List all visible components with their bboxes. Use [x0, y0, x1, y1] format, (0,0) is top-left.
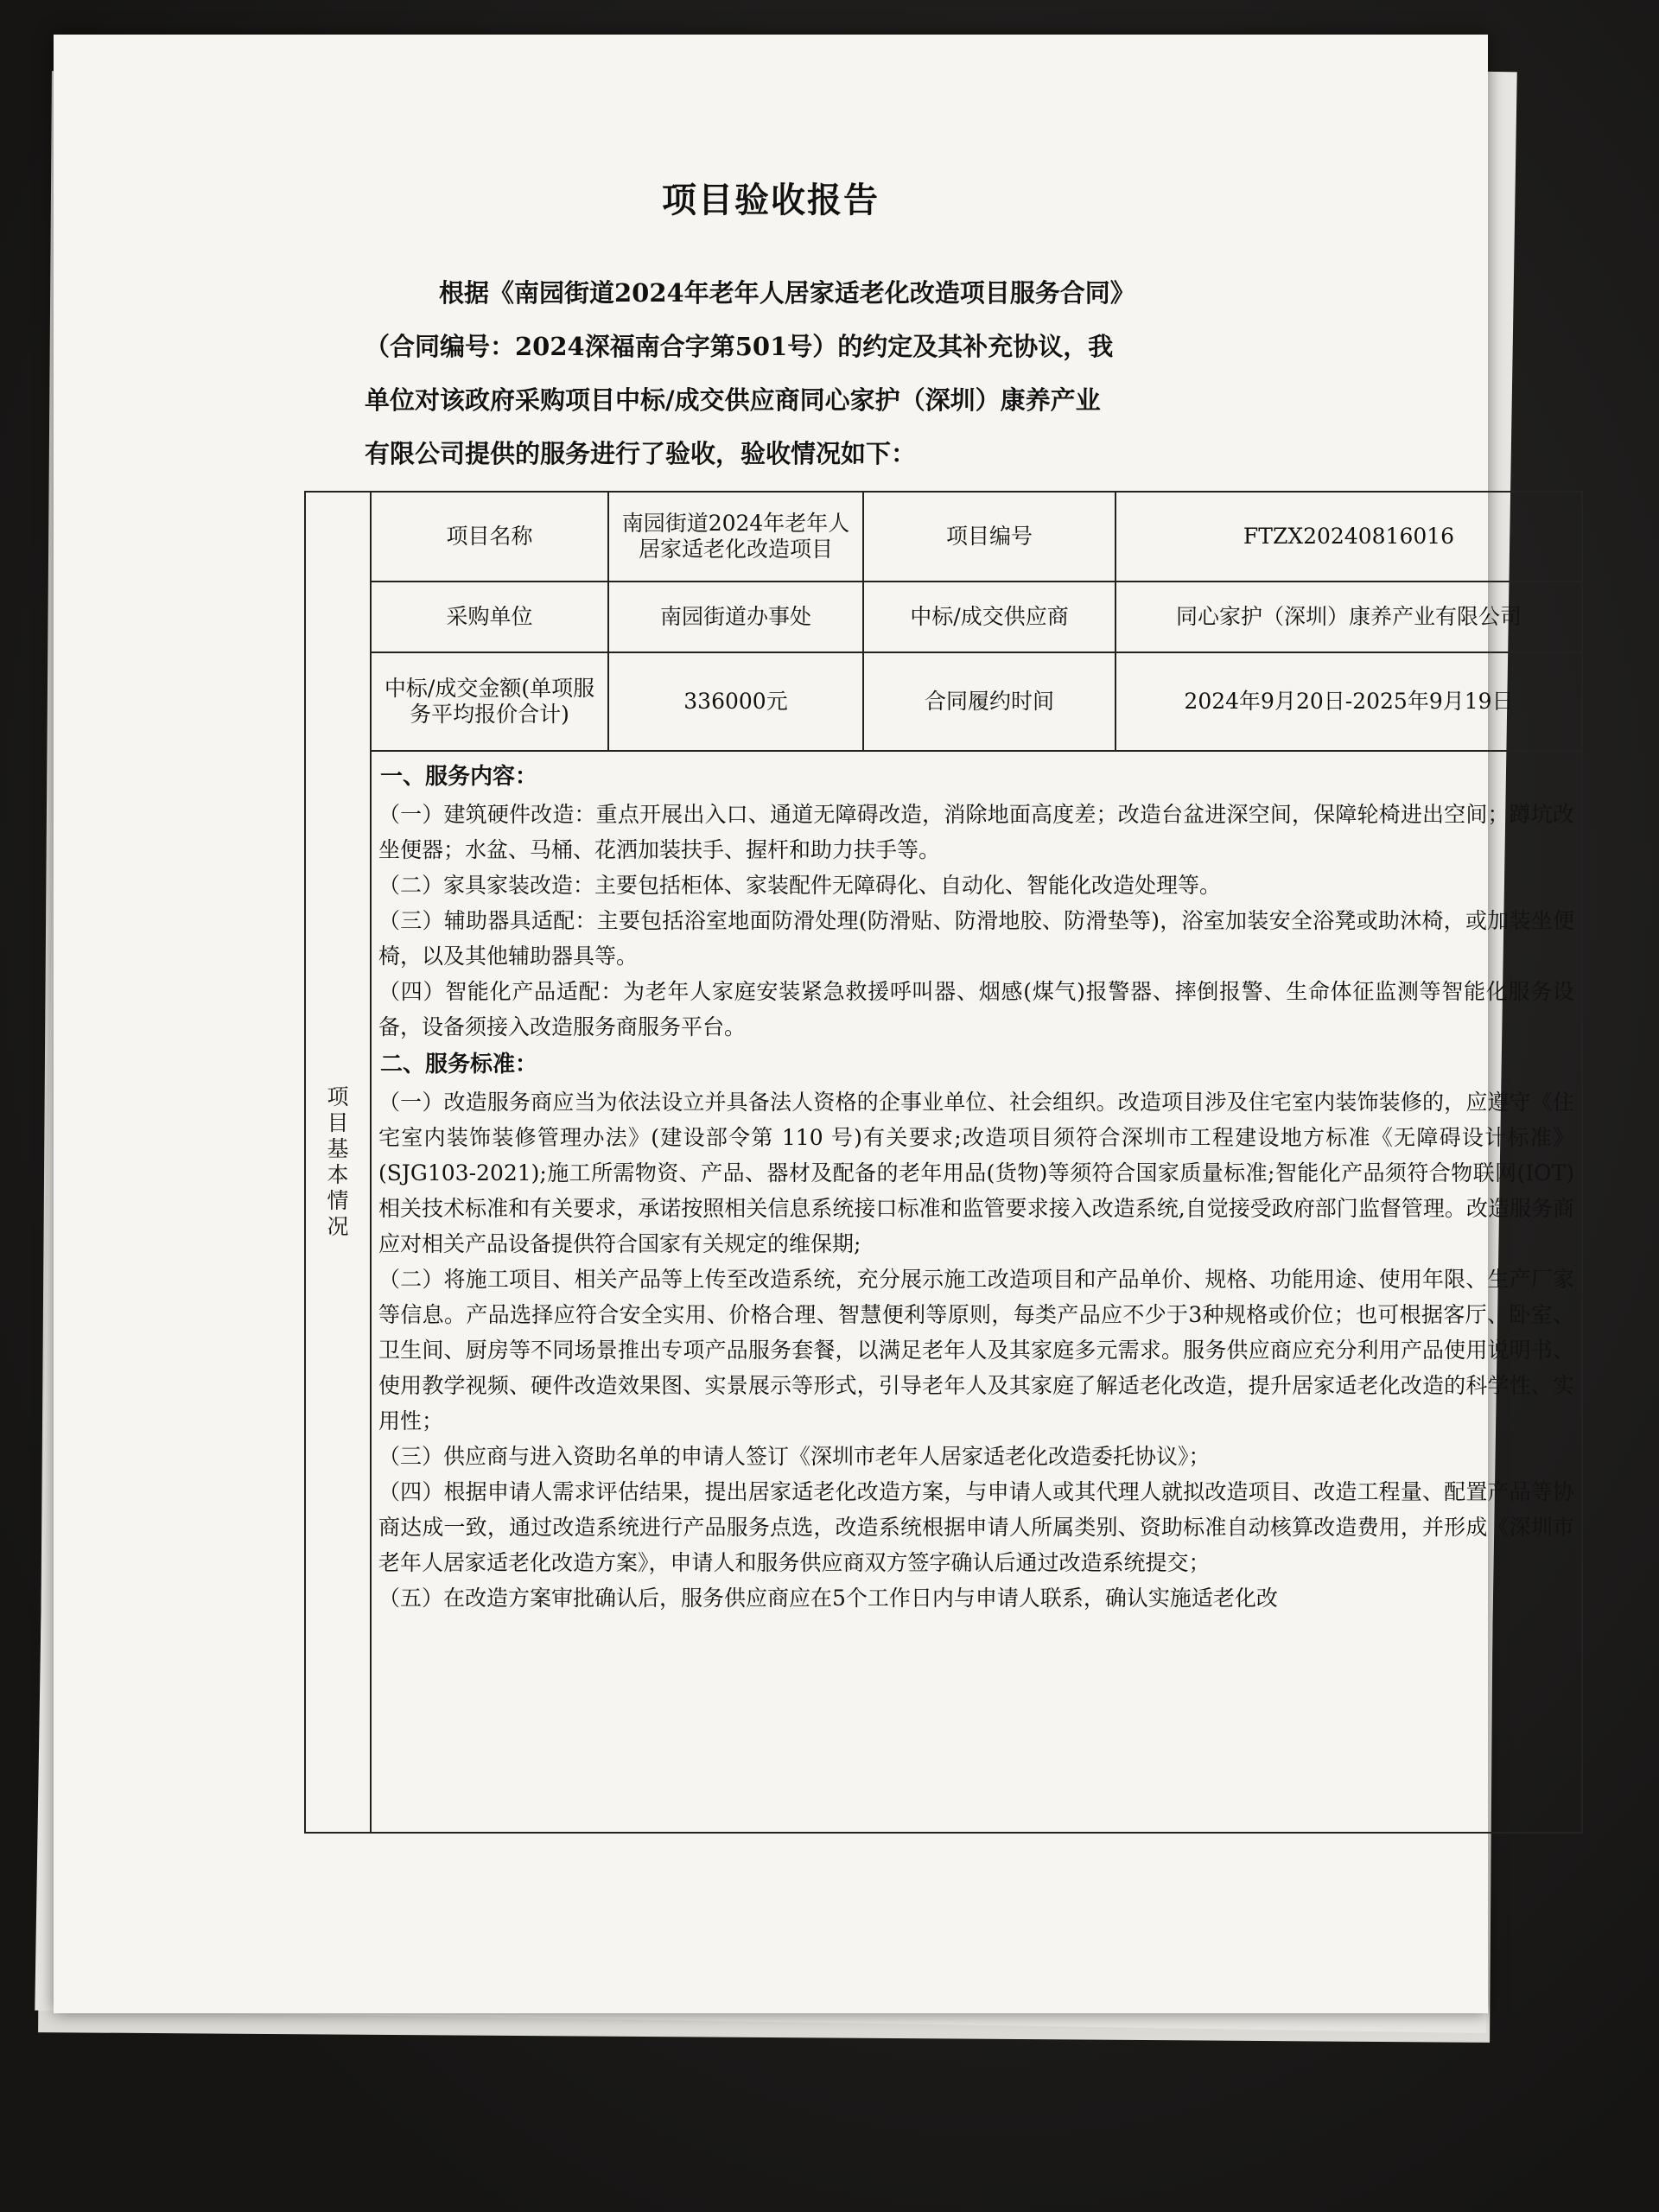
service-item: （一）建筑硬件改造：重点开展出入口、通道无障碍改造，消除地面高度差；改造台盆进深空间，保障轮椅进出空间；蹲坑改坐便器；水盆、马桶、花洒加装扶手、握杆和助力扶手等。: [378, 802, 1574, 862]
label-project-number: 项目编号: [863, 492, 1116, 582]
value-contract-period: 2024年9月20日-2025年9月19日: [1116, 652, 1582, 751]
label-purchaser: 采购单位: [371, 582, 608, 652]
intro-line: 有限公司提供的服务进行了验收，验收情况如下：: [365, 439, 917, 468]
label-project-name: 项目名称: [371, 492, 608, 582]
table-row: [305, 492, 1582, 582]
value-contract-amount: 336000元: [608, 652, 863, 751]
acceptance-table: [304, 491, 1583, 1834]
label-contract-amount: 中标/成交金额(单项服务平均报价合计): [371, 652, 608, 751]
value-project-number: FTZX20240816016: [1116, 492, 1582, 582]
label-contract-period: 合同履约时间: [863, 652, 1116, 751]
standard-item: （四）根据申请人需求评估结果，提出居家适老化改造方案，与申请人或其代理人就拟改造项目、改造工程量、配置产品等协商达成一致，通过改造系统进行产品服务点选，改造系统根据申请人所属类别、资助标准自动核算改造费用，并形成《深圳市老年人居家适老化改造方案》，申请人和服务供应商双方签字确认后通过改造系统提交；: [378, 1479, 1574, 1575]
table-row: [305, 652, 1582, 751]
document-page: [54, 35, 1574, 2013]
section-title: 二、服务标准：: [380, 1052, 538, 1077]
service-content-cell: [371, 751, 1582, 1833]
service-item: （二）家具家装改造：主要包括柜体、家装配件无障碍化、自动化、智能化改造处理等。: [378, 873, 1222, 898]
value-supplier: 同心家护（深圳）康养产业有限公司: [1116, 582, 1582, 652]
standard-item: （二）将施工项目、相关产品等上传至改造系统，充分展示施工改造项目和产品单价、规格、功能用途、使用年限、生产厂家等信息。产品选择应符合安全实用、价格合理、智慧便利等原则，每类产品应不少于3种规格或价位；也可根据客厅、卧室、卫生间、厨房等不同场景推出专项产品服务套餐，以满足老年人及其家庭多元需求。服务供应商应充分利用产品使用说明书、使用教学视频、硬件改造效果图、实景展示等形式，引导老年人及其家庭了解适老化改造，提升居家适老化改造的科学性、实用性；: [378, 1267, 1574, 1433]
label-supplier: 中标/成交供应商: [863, 582, 1116, 652]
service-item: （三）辅助器具适配：主要包括浴室地面防滑处理(防滑贴、防滑地胶、防滑垫等)，浴室加装安全浴凳或助沐椅，或加装坐便椅，以及其他辅助器具等。: [378, 908, 1574, 969]
service-item: （四）智能化产品适配：为老年人家庭安装紧急救援呼叫器、烟感(煤气)报警器、摔倒报警、生命体征监测等智能化服务设备，设备须接入改造服务商服务平台。: [378, 979, 1574, 1039]
document-title: 项目验收报告: [662, 180, 880, 220]
standard-item: （三）供应商与进入资助名单的申请人签订《深圳市老年人居家适老化改造委托协议》；: [378, 1444, 1211, 1469]
intro-paragraph: [365, 266, 1384, 480]
value-purchaser: 南园街道办事处: [608, 582, 863, 652]
table-row: [305, 751, 1582, 1833]
intro-line: 单位对该政府采购项目中标/成交供应商同心家护（深圳）康养产业: [365, 385, 1101, 415]
value-project-name: 南园街道2024年老年人居家适老化改造项目: [608, 492, 863, 582]
section-title: 一、服务内容：: [380, 764, 538, 790]
side-label: 项目基本情况: [305, 492, 371, 1833]
intro-line: （合同编号：2024深福南合字第501号）的约定及其补充协议，我: [365, 332, 1114, 361]
standard-item: （一）改造服务商应当为依法设立并具备法人资格的企事业单位、社会组织。改造项目涉及住宅室内装饰装修的，应遵守《住宅室内装饰装修管理办法》(建设部令第 110 号)有关要求;改造项目须符合深圳市工程建设地方标准《无障碍设计标准》(SJG103-2021);施工所需物资、产品、器材及配备的老年用品(货物)等须符合国家质量标准;智能化产品须符合物联网(IOT)相关技术标准和有关要求，承诺按照相关信息系统接口标准和监管要求接入改造系统,自觉接受政府部门监督管理。改造服务商应对相关产品设备提供符合国家有关规定的维保期;: [378, 1090, 1574, 1256]
standard-item: （五）在改造方案审批确认后，服务供应商应在5个工作日内与申请人联系，确认实施适老化改: [378, 1586, 1278, 1611]
table-row: [305, 582, 1582, 652]
intro-line: 根据《南园街道2024年老年人居家适老化改造项目服务合同》: [439, 278, 1135, 308]
